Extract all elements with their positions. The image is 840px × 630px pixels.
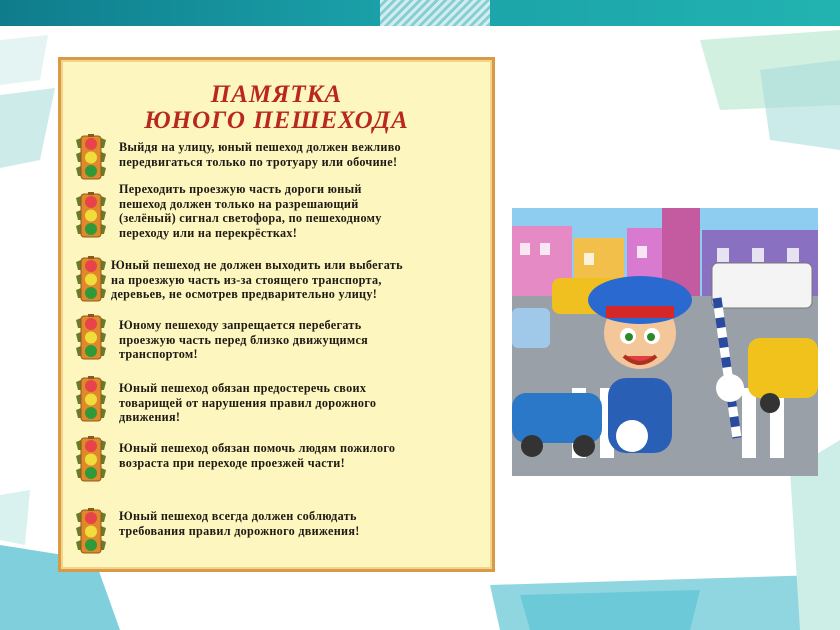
rule-text-line: на проезжую часть из-за стоящего транспорта, bbox=[111, 272, 382, 287]
rule-text-line: Юному пешеходу запрещается перебегать bbox=[119, 318, 362, 332]
rule-text bbox=[119, 381, 484, 425]
rule-text bbox=[119, 441, 484, 470]
traffic-light-icon bbox=[75, 256, 107, 302]
rule-text-line: товарищей от нарушения правил дорожного bbox=[119, 395, 377, 410]
traffic-light-icon bbox=[75, 192, 107, 238]
rule-text-line: передвигаться только по тротуару или обочине! bbox=[119, 154, 398, 169]
rule-text-line: движения! bbox=[119, 410, 181, 425]
traffic-light-icon bbox=[75, 314, 107, 360]
rule-text-line: транспортом! bbox=[119, 347, 198, 362]
traffic-light-icon bbox=[75, 436, 107, 482]
traffic-light-icon bbox=[75, 134, 107, 180]
rule-text-line: Юный пешеход обязан предостеречь своих bbox=[119, 381, 367, 395]
rule-text bbox=[111, 258, 484, 302]
rule-text bbox=[119, 182, 484, 240]
rule-text-line: Выйдя на улицу, юный пешеход должен вежливо bbox=[119, 140, 401, 154]
rule-text-line: деревьев, не осмотрев предварительно улицу! bbox=[111, 287, 378, 302]
rule-text bbox=[119, 140, 484, 169]
rule-text-line: Переходить проезжую часть дороги юный bbox=[119, 182, 362, 196]
rule-text bbox=[119, 318, 484, 362]
rule-text-line: возраста при переходе проезжей части! bbox=[119, 455, 345, 470]
rule-text-line: переходу или на перекрёстках! bbox=[119, 225, 298, 240]
rule-text-line: требования правил дорожного движения! bbox=[119, 523, 360, 538]
rule-text-line: пешеход должен только на разрешающий bbox=[119, 196, 359, 211]
poster-title-line1: ПАМЯТКА bbox=[210, 81, 343, 108]
rule-text-line: Юный пешеход обязан помочь людям пожилого bbox=[119, 441, 396, 455]
rule-text-line: Юный пешеход всегда должен соблюдать bbox=[119, 509, 357, 523]
pedestrian-memo-poster bbox=[58, 57, 495, 572]
rule-text bbox=[119, 509, 484, 538]
traffic-light-icon bbox=[75, 508, 107, 554]
poster-title-line2: ЮНОГО ПЕШЕХОДА bbox=[144, 107, 409, 134]
traffic-light-icon bbox=[75, 376, 107, 422]
rule-text-line: (зелёный) сигнал светофора, по пешеходному bbox=[119, 211, 382, 226]
rule-text-line: проезжую часть перед близко движущимся bbox=[119, 332, 369, 347]
rule-text-line: Юный пешеход не должен выходить или выбегать bbox=[111, 258, 403, 272]
traffic-officer-illustration bbox=[512, 208, 818, 476]
